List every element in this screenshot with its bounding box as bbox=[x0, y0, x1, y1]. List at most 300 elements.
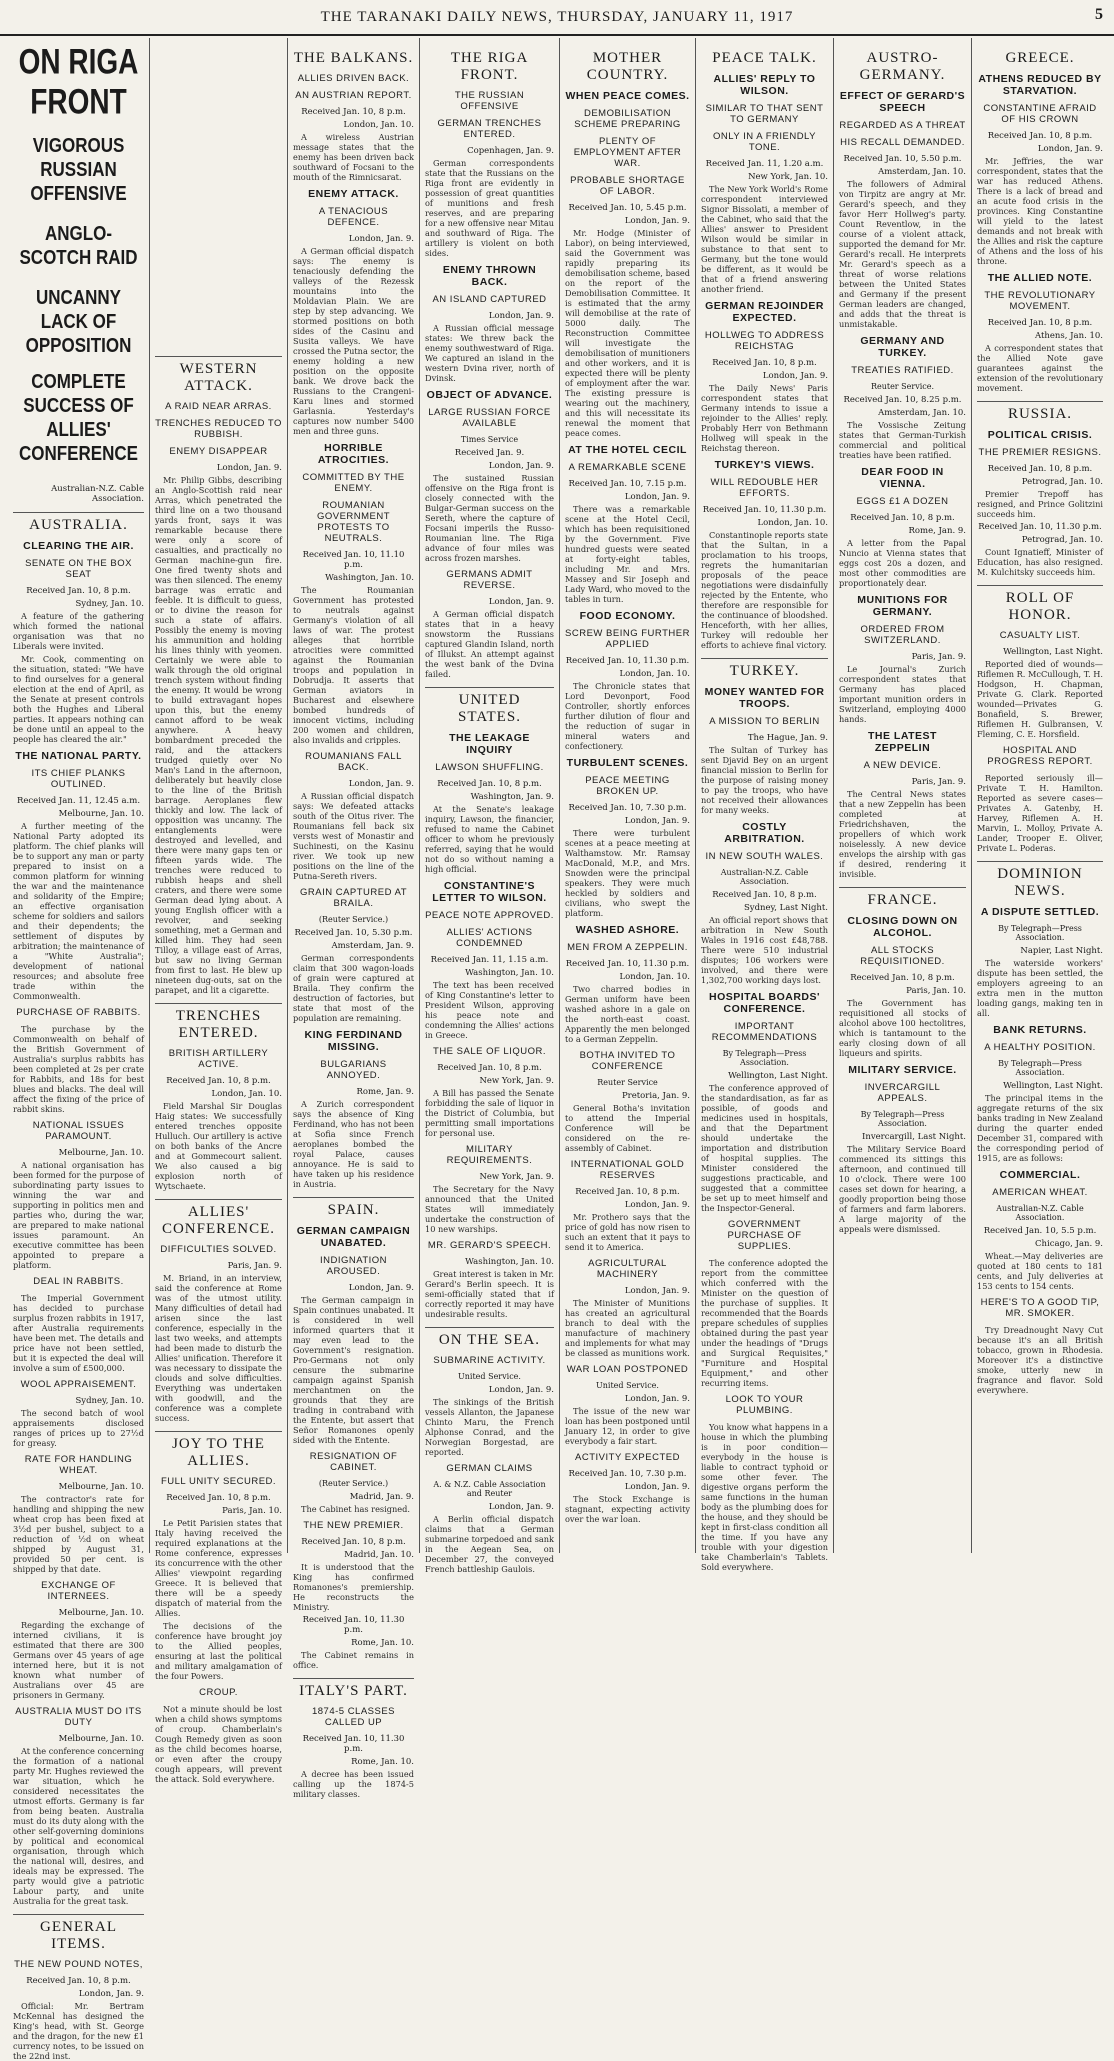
sub-nsw: IN NEW SOUTH WALES. bbox=[705, 851, 824, 862]
sub-hospital-report: HOSPITAL AND PROGRESS REPORT. bbox=[987, 745, 1093, 767]
section-turkey: TURKEY. bbox=[701, 658, 828, 680]
column-2 bbox=[150, 38, 288, 1784]
sub-effect: EFFECT OF GERARD'S SPEECH bbox=[839, 90, 966, 114]
paragraph: The Government has requisitioned all stocks of alcohol above 100 hectolitres, which is tantamount to the early closing down of all liqueurs and spirits. bbox=[839, 998, 966, 1058]
dateline: Paris, Jan. 10. bbox=[906, 986, 966, 996]
section-spain: SPAIN. bbox=[293, 1197, 414, 1219]
dateline: Melbourne, Jan. 10. bbox=[58, 1482, 144, 1492]
paragraph: Wheat.—May deliveries are quoted at 180 cents to 181 cents, and July deliveries at 153 cents to 154 cents. bbox=[977, 1251, 1103, 1291]
sub-thrown: ENEMY THROWN BACK. bbox=[442, 264, 537, 288]
dateline: London, Jan. 10. bbox=[343, 120, 414, 130]
dateline: London, Jan. 9. bbox=[488, 461, 554, 471]
paragraph: A German official dispatch states that in a heavy snowstorm the Russians captured Glandin Island, north of Illukst. An attempt against the west bank of the Dvina failed. bbox=[425, 609, 554, 679]
column-1 bbox=[8, 38, 150, 2061]
dateline: Pretoria, Jan. 9. bbox=[621, 1091, 690, 1101]
sub-allied-note: THE ALLIED NOTE. bbox=[987, 272, 1093, 284]
paragraph: Mr. Philip Gibbs, describing an Anglo-Scottish raid near Arras, which penetrated the third line on a two thousand yards front, says it was remarkable because there were only a score of casualties, and practically no German machine-gun fire. One fired twenty shots and was then silenced. The enemy barrage was erratic and feeble. It is difficult to guess, or to divine the reason for such a state of affairs. Possibly the enemy is moving his ammunition and holding his lines thinly with yeomen. Certainly we were able to walk through the old original trench system without finding the enemy. It would be wrong to build extravagant hopes upon this, but the enemy cannot afford to be weak anywhere. A heavy bombardment preceded the raid, and the attackers trudged quietly over No Man's Land in the afternoon, deliberately but heavily close to the line of the British barrage. Aeroplanes flew thickly and low. The lack of opposition was uncanny. The entanglements were destroyed and levelled, and there were many gaps ten or fifteen yards wide. The trenches were reduced to rubbish heaps and shell craters, and there were some German dead lying about. A young English officer with a revolver, and seeking something, met a German and killed him. They had seen Tilloy, a village east of Arras, but saw no living German from first to last. He blew up nineteen dug-outs, sat on the parapet, and lit a cigarette. bbox=[155, 475, 282, 995]
dateline: New York, Jan. 9. bbox=[479, 1076, 554, 1086]
paragraph: The decisions of the conference have brought joy to the Allied peoples, ensuring at last the political and military amalgamation of the four Powers. bbox=[155, 1621, 282, 1681]
paragraph: The Military Service Board commenced its sittings this afternoon, and continued till 10 o'clock. There were 100 cases set down for hearing, a goodly proportion being those of farmers and farm laborers. A large majority of the appeals were dismissed. bbox=[839, 1144, 966, 1234]
section-trenches: TRENCHES ENTERED. bbox=[155, 1003, 282, 1042]
paragraph: The Sultan of Turkey has sent Djavid Bey on an urgent financial mission to Berlin for the purpose of raising money to pay the troops, who have not received their allowances for many weeks. bbox=[701, 745, 828, 815]
sub-lawson: LAWSON SHUFFLING. bbox=[435, 762, 544, 773]
received: Received Jan. 10, 7.30 p.m. bbox=[568, 803, 687, 813]
sub-warloan: WAR LOAN POSTPONED bbox=[566, 1364, 689, 1375]
sub-crisis: POLITICAL CRISIS. bbox=[987, 429, 1093, 441]
paragraph: Le Journal's Zurich correspondent states that Germany has placed important munition orders in Switzerland, employing 4000 hands. bbox=[839, 664, 966, 724]
dateline: London, Jan. 9. bbox=[488, 1385, 554, 1395]
sub-claims: GERMAN CLAIMS bbox=[446, 1463, 533, 1474]
sub-demob: DEMOBILISATION SCHEME PREPARING bbox=[574, 108, 681, 130]
received: Received Jan. 10, 7.15 p.m. bbox=[568, 479, 687, 489]
dateline: London, Jan. 10. bbox=[619, 972, 690, 982]
sub-military: MILITARY REQUIREMENTS. bbox=[446, 1144, 533, 1166]
paragraph: Premier Trepoff has resigned, and Prince Golitzini succeeds him. bbox=[977, 489, 1103, 519]
received: Received Jan. 9. bbox=[454, 448, 525, 458]
dateline: Rome, Jan. 10. bbox=[351, 1757, 414, 1767]
paragraph: The Vossische Zeitung states that German-Turkish commercial and political treaties have been ratified. bbox=[839, 420, 966, 460]
paragraph: Official: Mr. Bertram McKennal has designed the King's head, with St. George and the dragon, for the new £1 currency notes, to be issued on the 22nd inst. bbox=[13, 2001, 144, 2061]
page-number: 5 bbox=[1095, 6, 1104, 23]
paragraph: A national organisation has been formed for the purpose of subordinating party issues to winning the war and supporting in politics men and parties who, during the war, are prepared to make national issues paramount. An executive committee has been appointed to prepare a platform. bbox=[13, 1160, 144, 1270]
sub-stocks: ALL STOCKS REQUISITIONED. bbox=[860, 945, 945, 967]
paragraph: A decree has been issued calling up the 1874-5 military classes. bbox=[293, 1769, 414, 1799]
sub-submarine: SUBMARINE ACTIVITY. bbox=[433, 1355, 546, 1366]
paragraph: It is understood that the King has confirmed Romanones's premiership. He reconstructs the Ministry. bbox=[293, 1562, 414, 1612]
sub-machinery: AGRICULTURAL MACHINERY bbox=[588, 1258, 667, 1280]
sub-turbulent: TURBULENT SCENES. bbox=[566, 757, 689, 769]
service-note: United Service. bbox=[596, 1381, 659, 1390]
paragraph: A wireless Austrian message states that the enemy has been driven back southward of Focsani to the mouth of the Rimnicsarat. bbox=[293, 132, 414, 182]
paragraph: A Zurich correspondent says the absence of King Ferdinand, who has not been at Sofia since French aeroplanes bombed the royal Palace, causes annoyance. He is said to have taken up his residence in Austria. bbox=[293, 1099, 414, 1189]
sub-approved: PEACE NOTE APPROVED. bbox=[425, 910, 554, 921]
paragraph: The Roumanian Government has protested to neutrals against Germany's violation of all laws of war. The protest alleges that horrible atrocities were committed against the Roumanian troops and population in Dobrudja. It asserts that German aviators in Bucharest and elsewhere bombed hundreds of innocent victims, including 200 women and children, also invalids and cripples. bbox=[293, 585, 414, 745]
paragraph: A letter from the Papal Nuncio at Vienna states that eggs cost 20s a dozen, and most other commodities are proportionately dear. bbox=[839, 538, 966, 588]
paragraph: A correspondent states that the Allied Note gave guarantees against the extension of the revolutionary movement. bbox=[977, 343, 1103, 393]
headline-4: UNCANNY LACK OF OPPOSITION bbox=[25, 286, 132, 357]
received: Received Jan. 10, 7.30 p.m. bbox=[568, 1469, 687, 1479]
sub-admit: GERMANS ADMIT REVERSE. bbox=[446, 569, 533, 591]
sub-treaties: TREATIES RATIFIED. bbox=[851, 365, 954, 376]
paragraph: Mr. Cook, commenting on the situation, stated: "We have to find ourselves for a general election at the end of April, as the Senate at present controls both the Hughes and Liberal parties. It appears nothing can be done until an appeal to the people has cleared the air." bbox=[13, 654, 144, 744]
dateline: Sydney, Jan. 10. bbox=[75, 599, 144, 609]
section-france: FRANCE. bbox=[839, 887, 966, 909]
received: Received Jan. 10, 5.5 p.m. bbox=[983, 1226, 1097, 1236]
section-on-the-sea: ON THE SEA. bbox=[425, 1327, 554, 1349]
received: Received Jan. 10, 11.30 p.m. bbox=[302, 1734, 405, 1754]
paragraph: Constantinople reports state that the Sultan, in a proclamation to his troops, regrets the humanitarian proposals of the peace negotiations were disdainfully rejected by the Entente, who therefore are responsible for the continuance of bloodshed. Henceforth, with her allies, Turkey will redouble her efforts to achieve final victory. bbox=[701, 530, 828, 650]
received: Received Jan. 10, 8 p.m. bbox=[166, 1493, 271, 1503]
sub-wheat: AMERICAN WHEAT. bbox=[992, 1187, 1088, 1198]
paragraph: Try Dreadnought Navy Cut because it's an all British tobacco, grown in Rhodesia. Moreover it's a distinctive smoke, utterly new in fragrance and flavor. Sold everywhere. bbox=[977, 1325, 1103, 1395]
received: Received Jan. 10, 8 p.m. bbox=[987, 464, 1093, 474]
received: Received Jan. 10, 11.30 p.m. bbox=[565, 959, 690, 969]
sub-gerard: MR. GERARD'S SPEECH. bbox=[427, 1240, 552, 1251]
sub-russian: THE RUSSIAN OFFENSIVE bbox=[454, 90, 525, 112]
sub-condemned: ALLIES' ACTIONS CONDEMNED bbox=[446, 927, 533, 949]
received: Received Jan. 10, 8 p.m. bbox=[437, 1063, 542, 1073]
column-4 bbox=[420, 38, 560, 1574]
sub-hospital: HOSPITAL BOARDS' CONFERENCE. bbox=[708, 991, 821, 1015]
sub-turkey-views: TURKEY'S VIEWS. bbox=[714, 459, 815, 471]
received: Received Jan. 10, 8.25 p.m. bbox=[843, 395, 962, 405]
received: Received Jan. 10, 8 p.m. bbox=[301, 1537, 406, 1547]
paragraph: The Imperial Government has decided to purchase surplus frozen rabbits in 1917, after Australia requirements have been met. The details and price have not been settled, but it is expected the deal will involve a sum of £500,000. bbox=[13, 1293, 144, 1373]
dateline: Washington, Jan. 10. bbox=[325, 573, 414, 583]
received: Received Jan. 11, 1.15 a.m. bbox=[430, 955, 549, 965]
paragraph: The text has been received of King Constantine's letter to President Wilson, approving his peace note and condemning the Allies' actions in Greece. bbox=[425, 980, 554, 1040]
paragraph: The followers of Admiral von Tirpitz are angry at Mr. Gerard's speech, and they favor Herr Hollweg's party. Count Reventlow, in the course of a violent attack, supported the demand for Mr. Gerard's recall. He interprets Mr. Gerard's speech as a threat of worse relations between the United States and Germany if the present German leaders are changed, and adds that the threat is unmistakable. bbox=[839, 179, 966, 329]
sub-bank-returns: BANK RETURNS. bbox=[993, 1024, 1087, 1036]
dateline: Sydney, Jan. 10. bbox=[75, 1396, 144, 1406]
sub-island: AN ISLAND CAPTURED bbox=[432, 294, 547, 305]
sub-food: FOOD ECONOMY. bbox=[579, 610, 676, 622]
sub-difficulties: DIFFICULTIES SOLVED. bbox=[160, 1244, 277, 1255]
sub-wool: WOOL APPRAISEMENT. bbox=[20, 1379, 137, 1390]
paragraph: Mr. Jeffries, the war correspondent, states that the war has reduced Athens. There is a lack of bread and an acute food crisis in the provinces. King Constantine will yield to the latest demands and not break with the Allies and risk the capture of Athens and the loss of his throne. bbox=[977, 156, 1103, 266]
column-7 bbox=[834, 38, 972, 1553]
sub-fall-back: ROUMANIANS FALL BACK. bbox=[305, 751, 402, 773]
dateline: London, Jan. 9. bbox=[488, 597, 554, 607]
paragraph: The Cabinet has resigned. bbox=[301, 1504, 410, 1514]
sub-exchange: EXCHANGE OF INTERNEES. bbox=[41, 1580, 116, 1602]
received: Received Jan. 10, 11.30 p.m. bbox=[702, 505, 827, 515]
received: Received Jan. 11, 1.20 a.m. bbox=[705, 159, 824, 169]
paragraph: An official report shows that arbitration in New South Wales in 1916 cost £48,788. There were 510 industrial disputes; 106 workers were involved, and there were 1,302,700 working days lost. bbox=[701, 915, 828, 985]
dateline: London, Jan. 9. bbox=[624, 216, 690, 226]
received: Received Jan. 10, 8 p.m. bbox=[712, 358, 817, 368]
sub-munitions: MUNITIONS FOR GERMANY. bbox=[857, 594, 948, 618]
paragraph: The waterside workers' dispute has been settled, the employers agreeing to an extra men in the mutton loading gangs, making ten in all. bbox=[977, 958, 1103, 1018]
received: Received Jan. 10, 5.30 p.m. bbox=[294, 928, 413, 938]
sub-croup: CROUP. bbox=[199, 1687, 238, 1698]
service-note: (Reuter Service.) bbox=[318, 915, 389, 924]
received: Received Jan. 10, 11.30 p.m. bbox=[565, 656, 690, 666]
sub-indignation: INDIGNATION AROUSED. bbox=[319, 1255, 388, 1277]
paragraph: The Chronicle states that Lord Devonport, Food Controller, shortly enforces further dilution of flour and the reduction of sugar in mineral waters and confectionery. bbox=[565, 681, 690, 751]
sub-rubbish: TRENCHES REDUCED TO RUBBISH. bbox=[155, 418, 282, 440]
sub-dear: DEAR FOOD IN VIENNA. bbox=[861, 466, 944, 490]
paragraph: Le Petit Parisien states that Italy having received the required explanations at the Rome conference, expresses its concurrence with the other Allies' viewpoint regarding Greece. It is believed that there will be a speedy dispatch of material from the Allies. bbox=[155, 1518, 282, 1618]
sub-reply: ALLIES' REPLY TO WILSON. bbox=[713, 73, 816, 97]
sub-military-service: MILITARY SERVICE. bbox=[848, 1064, 957, 1076]
received: Received Jan. 10, 8 p.m. bbox=[166, 1076, 271, 1086]
sub-athens: ATHENS REDUCED BY STARVATION. bbox=[978, 73, 1102, 97]
dateline: Paris, Jan. 10. bbox=[222, 1506, 282, 1516]
dateline: Melbourne, Jan. 10. bbox=[58, 809, 144, 819]
received: Received Jan. 10, 8 p.m. bbox=[987, 318, 1093, 328]
sub-latest-zeppelin: THE LATEST ZEPPELIN bbox=[868, 730, 937, 754]
paragraph: Reported seriously ill—Private T. H. Hamilton. Reported as severe cases—Privates A. Gatenby, H. Harvey, Riflemen A. H. Marvin, L. Molloy, Private A. Lander, Trooper E. Oliver, Private L. Poderas. bbox=[977, 773, 1103, 853]
dateline: Wellington, Last Night. bbox=[728, 1071, 828, 1081]
paragraph: A Russian official message states: We threw back the enemy southwestward of Riga. We captured an island in the western Dvina river, north of Dvinsk. bbox=[425, 323, 554, 383]
sub-entered: GERMAN TRENCHES ENTERED. bbox=[437, 118, 542, 140]
sub-recs: IMPORTANT RECOMMENDATIONS bbox=[711, 1021, 818, 1043]
section-russia: RUSSIA. bbox=[977, 401, 1103, 423]
sub-premier: THE NEW PREMIER. bbox=[303, 1520, 404, 1531]
paragraph: M. Briand, in an interview, said the conference at Rome was of the utmost utility. Many difficulties of detail had arisen since the last conference, especially in the last two weeks, and attempts had been made to disturb the Allies' unification. Therefore it was necessary to dissipate the clouds and solve difficulties. Everything was undertaken with goodwill, and the conference was a complete success. bbox=[155, 1273, 282, 1423]
paragraph: General Botha's invitation to attend the Imperial Conference will be considered on the re-assembly of Cabinet. bbox=[565, 1103, 690, 1153]
sub-activity: ACTIVITY EXPECTED bbox=[575, 1452, 680, 1463]
dateline: London, Jan. 10. bbox=[757, 518, 828, 528]
dateline: Melbourne, Jan. 10. bbox=[58, 1148, 144, 1158]
dateline: Paris, Jan. 9. bbox=[227, 1261, 282, 1271]
sub-gold: INTERNATIONAL GOLD RESERVES bbox=[570, 1159, 685, 1181]
section-united-states: UNITED STATES. bbox=[425, 687, 554, 726]
dateline: Madrid, Jan. 10. bbox=[344, 1550, 414, 1560]
paragraph: A Berlin official dispatch claims that a German submarine torpedoed and sank in the Aegean Sea, on December 27, the conveyed French battleship Gaulois. bbox=[425, 1514, 555, 1574]
paragraph: Reported died of wounds—Riflemen R. McCullough, T. H. Hodgson, H. Chapman, Private G. Clark. Reported wounded—Privates G. Bonafield, S. Brewer, Riflemen H. Gulbransen, V. Fleming, C. E. Horsfield. bbox=[977, 659, 1103, 739]
sub-revmove: THE REVOLUTIONARY MOVEMENT. bbox=[984, 290, 1096, 312]
sub-atrocities: HORRIBLE ATROCITIES. bbox=[317, 442, 390, 466]
sub-resigns: THE PREMIER RESIGNS. bbox=[978, 447, 1102, 458]
dateline: Chicago, Jan. 9. bbox=[1035, 1239, 1103, 1249]
dateline: London, Jan. 9. bbox=[624, 816, 690, 826]
sub-commercial: COMMERCIAL. bbox=[999, 1169, 1081, 1181]
sub-threat: REGARDED AS A THREAT bbox=[839, 120, 966, 131]
paragraph: The Daily News' Paris correspondent states that Germany intends to issue a rejoinder to the Allies' reply. Probably Herr von Bethmann Hollweg will speak in the Reichstag thereon. bbox=[701, 383, 828, 453]
paragraph: The conference approved of the standardisation, as far as possible, of goods and medicines used in hospitals, and that the Department should undertake the importation and distribution of hospital supplies. The Minister considered the suggestions practicable, and suggested that a committee be set up to meet himself and the Inspector-General. bbox=[701, 1083, 828, 1213]
dateline: London, Jan. 9. bbox=[1037, 144, 1103, 154]
headline-3: ANGLO-SCOTCH RAID bbox=[19, 222, 138, 269]
dateline: Rome, Jan. 9. bbox=[356, 1087, 414, 1097]
sub-national-party: THE NATIONAL PARTY. bbox=[15, 750, 142, 762]
dateline: London, Jan. 9. bbox=[348, 779, 414, 789]
sub-switzerland: ORDERED FROM SWITZERLAND. bbox=[860, 624, 945, 646]
sub-peace-comes: WHEN PEACE COMES. bbox=[565, 90, 690, 102]
masthead-text: THE TARANAKI DAILY NEWS, THURSDAY, JANUARY 11, 1917 bbox=[320, 8, 794, 25]
section-roll-of-honor: ROLL OF HONOR. bbox=[977, 585, 1103, 624]
received: Received Jan. 10, 5.45 p.m. bbox=[568, 203, 687, 213]
paragraph: The principal items in the aggregate returns of the six banks trading in New Zealand during the quarter ended December 31, compared with the corresponding period of 1915, are as follows: bbox=[977, 1093, 1103, 1163]
dateline: Wellington, Last Night. bbox=[1003, 1081, 1103, 1091]
paragraph: Field Marshal Sir Douglas Haig states: We successfully entered trenches opposite Hulluch. Our artillery is active on both banks of the Ancre and at Gommecourt salient. We also caused a big explosion north of Wytschaete. bbox=[155, 1101, 282, 1191]
received: Received Jan. 10, 8 p.m. bbox=[26, 1976, 131, 1986]
dateline: The Hague, Jan. 9. bbox=[747, 733, 828, 743]
sub-money: MONEY WANTED FOR TROOPS. bbox=[704, 686, 825, 710]
service-note: Reuter Service. bbox=[870, 382, 935, 391]
sub-govpurchase: GOVERNMENT PURCHASE OF SUPPLIES. bbox=[727, 1219, 802, 1252]
sub-dispute: A DISPUTE SETTLED. bbox=[980, 906, 1100, 918]
dateline: London, Jan. 9. bbox=[624, 1394, 690, 1404]
paragraph: Mr. Prothero says that the price of gold has now risen to such an extent that it pays to send it to America. bbox=[565, 1212, 690, 1252]
dateline: London, Jan. 9. bbox=[624, 1286, 690, 1296]
sub-casualty: CASUALTY LIST. bbox=[999, 630, 1081, 641]
headline-main: ON RIGA FRONT bbox=[18, 42, 139, 121]
section-australia: AUSTRALIA. bbox=[13, 512, 144, 534]
sub-costly: COSTLY ARBITRATION. bbox=[724, 821, 805, 845]
dateline: London, Jan. 9. bbox=[78, 1989, 144, 1999]
dateline: Rome, Jan. 10. bbox=[351, 1638, 414, 1648]
dateline: Petrograd, Jan. 10. bbox=[1021, 535, 1103, 545]
sub-liquor: THE SALE OF LIQUOR. bbox=[433, 1046, 546, 1057]
sub-redouble: WILL REDOUBLE HER EFFORTS. bbox=[710, 477, 819, 499]
dateline: London, Jan. 9. bbox=[624, 1200, 690, 1210]
sub-committed: COMMITTED BY THE ENEMY. bbox=[302, 472, 405, 494]
dateline: London, Jan. 9. bbox=[348, 234, 414, 244]
sub-smokers: HERE'S TO A GOOD TIP, MR. SMOKER. bbox=[980, 1297, 1100, 1319]
section-austro-germany: AUSTRO-GERMANY. bbox=[859, 50, 946, 83]
sub-clearing-air: CLEARING THE AIR. bbox=[23, 540, 134, 552]
received: Received Jan. 10, 8 p.m. bbox=[850, 513, 955, 523]
paragraph: The Stock Exchange is stagnant, expecting activity over the war loan. bbox=[565, 1494, 690, 1524]
service-note: Times Service bbox=[460, 435, 519, 444]
sub-ferdinand: KING FERDINAND MISSING. bbox=[304, 1029, 403, 1053]
sub-wheat: RATE FOR HANDLING WHEAT. bbox=[24, 1454, 133, 1476]
service-note: Australian-N.Z. Cable Association. bbox=[720, 868, 809, 886]
paragraph: The sustained Russian offensive on the Riga front is closely connected with the Bulgar-German success on the Sereth, where the capture of Focsani imperils the Russo-Roumanian line. The Riga advance of four miles was across frozen marshes. bbox=[425, 473, 554, 563]
column-6 bbox=[696, 38, 834, 1572]
section-western-attack: WESTERN ATTACK. bbox=[155, 356, 282, 395]
paragraph: There was a remarkable scene at the Hotel Cecil, which has been requisitioned by the Government. Five hundred guests were seated at forty-eight tables, including Mr. and Mrs. Massey and Sir Joseph and Lady Ward, who moved to the tables in turn. bbox=[565, 504, 690, 604]
sub-notes: THE NEW POUND NOTES, bbox=[14, 1959, 143, 1970]
paragraph: There were turbulent scenes at a peace meeting at Walthamstow. Mr. Ramsay MacDonald, M.P., and Mrs. Snowden were the principal speakers. They were much heckled by soldiers and civilians, who swept the platform. bbox=[565, 828, 690, 918]
dateline: London, Jan. 10. bbox=[619, 669, 690, 679]
sub-plenty: PLENTY OF EMPLOYMENT AFTER WAR. bbox=[573, 136, 682, 169]
sub-resignation: RESIGNATION OF CABINET. bbox=[309, 1451, 398, 1473]
sub-rabbits: PURCHASE OF RABBITS. bbox=[16, 1007, 141, 1018]
sub-enemy-attack: ENEMY ATTACK. bbox=[308, 188, 399, 200]
dateline: Amsterdam, Jan. 10. bbox=[878, 408, 966, 418]
sub-driven: ALLIES DRIVEN BACK. bbox=[297, 73, 410, 84]
dateline: Amsterdam, Jan. 10. bbox=[878, 167, 966, 177]
sub-cecil: AT THE HOTEL CECIL bbox=[568, 444, 687, 456]
received: Received Jan. 10, 11.30 p.m. bbox=[302, 1615, 405, 1635]
sub-screw: SCREW BEING FURTHER APPLIED bbox=[565, 628, 690, 650]
sub-alcohol: CLOSING DOWN ON ALCOHOL. bbox=[847, 915, 958, 939]
paragraph: Two charred bodies in German uniform have been washed ashore in a gale on the north-east coast. Apparently the men belonged to a German Zeppelin. bbox=[565, 984, 690, 1044]
service-note: United Service. bbox=[458, 1372, 521, 1381]
sub-large: LARGE RUSSIAN FORCE AVAILABLE bbox=[428, 407, 551, 429]
paragraph: The conference adopted the report from the committee which conferred with the Minister on the question of the purchase of supplies. It recommended that the Boards prepare schedules of supplies obtained during the past year under the headings of "Drugs and Surgical Requisites," "Furniture and Hospital Equipment," and other recurring items. bbox=[701, 1258, 828, 1388]
dateline: London, Jan. 9. bbox=[488, 311, 554, 321]
dateline: Melbourne, Jan. 10. bbox=[58, 1608, 144, 1618]
paragraph: The Minister of Munitions has created an agricultural branch to deal with the manufacture of machinery and implements for what may be classed as munitions work. bbox=[565, 1298, 690, 1358]
sub-shortage: PROBABLE SHORTAGE OF LABOR. bbox=[570, 175, 685, 197]
paragraph: The New York World's Rome correspondent interviewed Signor Bissolati, a member of the Cabinet, who said that the Allies' answer to President Wilson would be similar in substance to that sent to Germany, but the tone would be different, as it would be that of a friend answering another friend. bbox=[701, 184, 828, 294]
dateline: Melbourne, Jan. 10. bbox=[58, 1734, 144, 1744]
sub-constantine-crown: CONSTANTINE AFRAID OF HIS CROWN bbox=[983, 103, 1097, 125]
dateline: London, Jan. 9. bbox=[488, 1502, 554, 1512]
service-note: By Telegraph—Press Association. bbox=[998, 1059, 1082, 1077]
sub-broken: PEACE MEETING BROKEN UP. bbox=[585, 775, 670, 797]
dateline: Paris, Jan. 9. bbox=[911, 652, 966, 662]
dateline: Washington, Jan. 10. bbox=[465, 1257, 554, 1267]
sub-raid: A RAID NEAR ARRAS. bbox=[165, 401, 272, 412]
service-note: Australian-N.Z. Cable Association. bbox=[996, 1204, 1084, 1222]
sub-issues: NATIONAL ISSUES PARAMOUNT. bbox=[32, 1120, 125, 1142]
paragraph: You know what happens in a house in which the plumbing is in poor condition—everybody in the house is liable to contract typhoid or some other fever. The digestive organs perform the same functions in the human body as the plumbing does for the house, and they should be kept in first-class condition all the time. If you have any trouble with your digestion take Chamberlain's Tablets. Sold everywhere. bbox=[701, 1422, 828, 1572]
dateline: Sydney, Last Night. bbox=[743, 903, 828, 913]
paragraph: A Bill has passed the Senate forbidding the sale of liquor in the District of Columbia, but permitting small importations for personal use. bbox=[425, 1088, 554, 1138]
sub-hollweg: HOLLWEG TO ADDRESS REICHSTAG bbox=[704, 330, 825, 352]
sub-protests: ROUMANIAN GOVERNMENT PROTESTS TO NEUTRALS. bbox=[316, 500, 391, 544]
paragraph: The purchase by the Commonwealth on behalf of the British Government of Australia's surplus rabbits has been completed at 2s per crate for Rabbits, and 18s for best blues and blacks. The deal will affect the fixing of the price of rabbit skins. bbox=[13, 1024, 144, 1114]
sub-scene: A REMARKABLE SCENE bbox=[568, 462, 687, 473]
sub-device: A NEW DEVICE. bbox=[863, 760, 942, 771]
dateline: Washington, Jan. 10. bbox=[465, 968, 554, 978]
paragraph: The second batch of wool appraisements disclosed ranges of prices up to 27½d for greasy. bbox=[13, 1408, 144, 1448]
service-note: (Reuter Service.) bbox=[318, 1479, 389, 1488]
paragraph: Not a minute should be lost when a child shows symptoms of croup. Chamberlain's Cough Remedy given as soon as the child becomes hoarse, or even after the croupy cough appears, will prevent the attack. Sold everywhere. bbox=[155, 1704, 282, 1784]
received: Received Jan. 10, 8 p.m. bbox=[26, 586, 131, 596]
paragraph: At the Senate's leakage inquiry, Lawson, the financier, refused to name the Cabinet officer to whom he previously referred, saying that he would not do so without naming a high official. bbox=[425, 804, 554, 874]
service-note: Reuter Service bbox=[597, 1078, 658, 1087]
headline-5: COMPLETE SUCCESS OF ALLIES' CONFERENCE bbox=[18, 370, 138, 465]
sub-leakage: THE LEAKAGE INQUIRY bbox=[449, 732, 530, 756]
paragraph: A German official dispatch says: The enemy is tenaciously defending the valleys of the Rezessk mountains into the Moldavian Plain. We are step by step advancing. We stormed positions on both sides of the Casinu and Susita valleys. We have crossed the Putna sector, the enemy holding a new position on the opposite bank. We drove back the Russians to the Crangeni-Karu lines and stormed Garlasnia. Yesterday's captures now number 5400 men and three guns. bbox=[293, 246, 414, 436]
received: Received Jan. 10, 5.50 p.m. bbox=[843, 154, 962, 164]
section-general: GENERAL ITEMS. bbox=[13, 1914, 144, 1953]
dateline: Invercargill, Last Night. bbox=[861, 1132, 966, 1142]
paragraph: Great interest is taken in Mr. Gerard's Berlin speech. It is semi-officially stated that if correctly reported it may have undesirable results. bbox=[425, 1269, 554, 1319]
sub-austrian: AN AUSTRIAN REPORT. bbox=[295, 90, 412, 101]
received: Received Jan. 10, 8 p.m. bbox=[850, 973, 955, 983]
paragraph: German correspondents state that the Russians on the Riga front are evidently in possession of great quantities of munitions and fresh reserves, and are preparing for a new offensive near Mitau and southward of Riga. The artillery is violent on both sides. bbox=[425, 158, 554, 258]
dateline: Washington, Jan. 9. bbox=[470, 792, 554, 802]
paragraph: The sinkings of the British vessels Allanton, the Japanese Chinto Maru, the French Alphonse Conrad, and the Norwegian Borgestad, are reported. bbox=[425, 1397, 554, 1457]
paragraph: The Cabinet remains in office. bbox=[293, 1650, 414, 1670]
sub-senate: SENATE ON THE BOX SEAT bbox=[25, 558, 132, 580]
column-3 bbox=[288, 38, 420, 1799]
received: Received Jan. 10, 11.10 p.m. bbox=[302, 550, 405, 570]
section-greece: GREECE. bbox=[1005, 50, 1075, 66]
received: Received Jan. 10, 8 p.m. bbox=[987, 131, 1093, 141]
sub-disappear: ENEMY DISAPPEAR bbox=[169, 446, 268, 457]
sub-annoyed: BULGARIANS ANNOYED. bbox=[320, 1059, 387, 1081]
sub-duty: AUSTRALIA MUST DO ITS DUTY bbox=[15, 1706, 142, 1728]
section-dominion-news: DOMINION NEWS. bbox=[977, 861, 1103, 900]
sub-campaign: GERMAN CAMPAIGN UNABATED. bbox=[296, 1225, 411, 1249]
section-joy: JOY TO THE ALLIES. bbox=[155, 1431, 282, 1470]
paragraph: The contractor's rate for handling and shipping the new wheat crop has been fixed at 3½d per bushel, subject to a reduction of ½d on wheat shipped by August 31, provided 50 per cent. is shipped by that date. bbox=[13, 1494, 144, 1574]
dateline: Paris, Jan. 9. bbox=[911, 777, 966, 787]
service-note: By Telegraph—Press Association. bbox=[722, 1049, 807, 1067]
section-riga: THE RIGA FRONT. bbox=[450, 50, 529, 83]
paragraph: A feature of the gathering which formed the national organisation was that no Liberals were invited. bbox=[13, 611, 144, 651]
dateline: Madrid, Jan. 9. bbox=[349, 1492, 414, 1502]
dateline: London, Jan. 9. bbox=[216, 463, 282, 473]
section-peace-talk: PEACE TALK. bbox=[712, 50, 817, 66]
sub-eggs: EGGS £1 A DOZEN bbox=[856, 496, 949, 507]
service-note: A. & N.Z. Cable Association and Reuter bbox=[433, 1480, 546, 1498]
sub-deal: DEAL IN RABBITS. bbox=[33, 1276, 124, 1287]
received: Received Jan. 10, 8 p.m. bbox=[437, 779, 542, 789]
sub-recall: HIS RECALL DEMANDED. bbox=[840, 137, 965, 148]
paragraph: The German campaign in Spain continues unabated. It is considered in well informed quarters that it may even lead to the Government's resignation. Pro-Germans not only censure the submarine campaign against Spanish merchantmen on the grounds that they are trading in contraband with the Entente, but assert that Señor Romanones openly sided with the Entente. bbox=[293, 1295, 414, 1445]
column-8 bbox=[972, 38, 1108, 1553]
paragraph: Count Ignatieff, Minister of Education, has also resigned. M. Kulchitsky succeeds him. bbox=[977, 547, 1103, 577]
cable-credit: Australian-N.Z. Cable Association. bbox=[51, 484, 144, 504]
section-mother-country: MOTHER COUNTRY. bbox=[586, 50, 669, 83]
dateline: Athens, Jan. 10. bbox=[1034, 331, 1103, 341]
paragraph: At the conference concerning the formation of a national party Mr. Hughes reviewed the war situation, which he considered necessitates the utmost efforts. Germany is far from being beaten. Australia must do its duty along with the other self-governing dominions by political and economical organisation, through which the national will, desires, and ideals may be expressed. The party would give a patriotic Labour party, and unite Australia for the great task. bbox=[13, 1746, 144, 1906]
sub-planks: ITS CHIEF PLANKS OUTLINED. bbox=[31, 768, 126, 790]
paragraph: German correspondents claim that 300 wagon-loads of grain were captured at Braila. They confirm the destruction of factories, but state that most of the population are remaining. bbox=[293, 953, 414, 1023]
received: Received Jan. 10, 8 p.m. bbox=[712, 890, 817, 900]
section-allies-conference: ALLIES' CONFERENCE. bbox=[155, 1199, 282, 1238]
service-note: By Telegraph—Press Association. bbox=[860, 1110, 945, 1128]
sub-ashore: WASHED ASHORE. bbox=[575, 924, 680, 936]
columns bbox=[8, 38, 1108, 2061]
masthead bbox=[0, 0, 1114, 36]
received: Received Jan. 10, 11.30 p.m. bbox=[978, 522, 1102, 532]
received: Received Jan. 10, 8 p.m. bbox=[575, 1187, 680, 1197]
dateline: London, Jan. 9. bbox=[348, 1283, 414, 1293]
paragraph: A Russian official dispatch says: We defeated attacks south of the Oitus river. The Roumanians fell back six versts west of Monastir and Suchinesti, on the Kasinu river. We took up new positions on the line of the Putna-Sereth rivers. bbox=[293, 791, 414, 881]
dateline: Amsterdam, Jan. 9. bbox=[331, 941, 414, 951]
dateline: Napier, Last Night. bbox=[1020, 946, 1103, 956]
